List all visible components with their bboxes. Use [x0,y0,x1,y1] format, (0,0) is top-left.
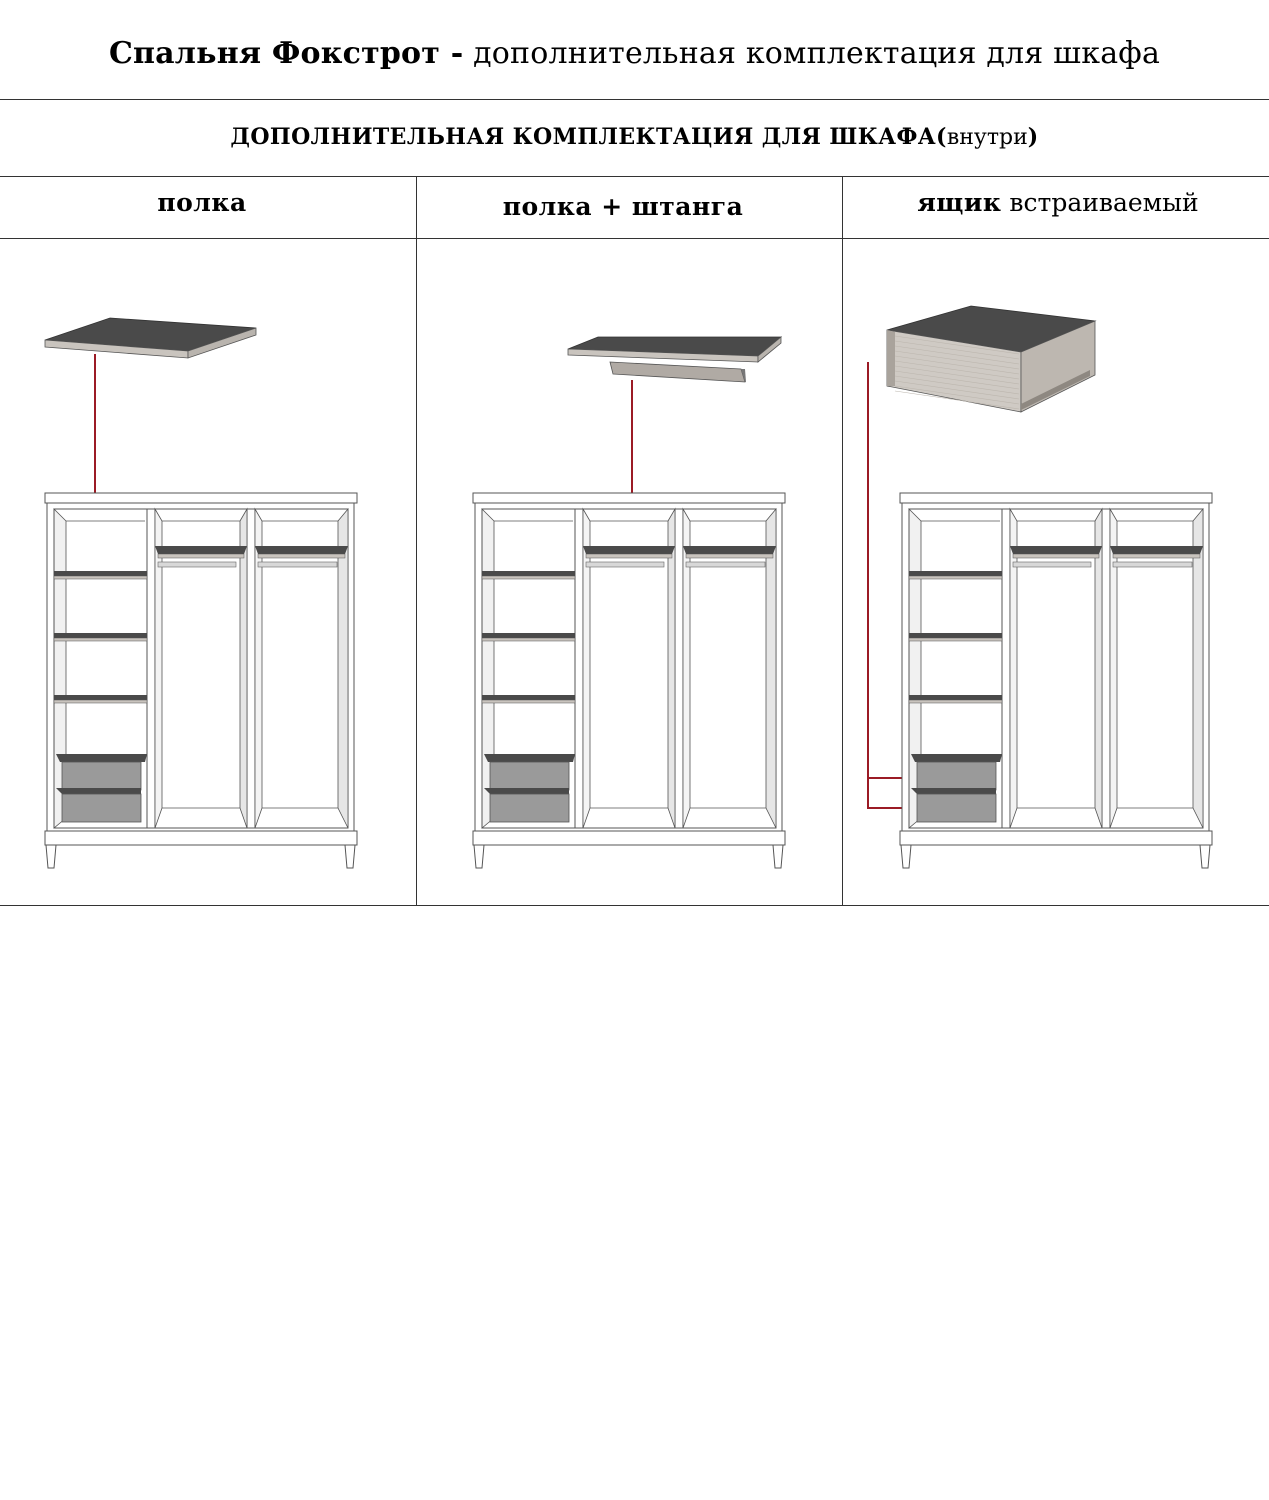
shelf [482,695,575,700]
drawer-front [62,762,141,790]
page-title-bold: Спальня Фокстрот - [108,36,464,71]
page-title-rest: дополнительная комплектация для шкафа [473,36,1161,71]
wardrobe-leg [901,845,911,868]
column-header-bold: ящик [917,188,1002,217]
shelf [909,633,1002,638]
wardrobe-leg [773,845,783,868]
column-header-shelf [0,188,404,228]
shelf-edge [909,700,1002,703]
drawer-top [484,754,575,762]
wardrobe-top [473,493,785,503]
drawer-front [917,794,996,822]
shelf-edge [158,554,244,558]
partition [1102,509,1110,828]
drawer-front [917,762,996,790]
section-heading [0,124,1269,150]
column-header-drawer [843,188,1269,228]
shelf [255,546,348,554]
shelf-edge [1113,554,1200,558]
drawer-divider [484,788,569,794]
hanging-rod [1013,562,1091,567]
wardrobe-plinth [473,831,785,845]
column-header-normal: встраиваемый [1009,188,1199,217]
partition [575,509,583,828]
column-header-bold: полка + штанга [502,192,744,221]
shelf [482,633,575,638]
shelf-edge [54,700,147,703]
shelf [482,571,575,576]
shelf-illustration [0,240,416,904]
drawer-divider [56,788,141,794]
column-header-bold: полка [157,188,247,217]
column-header-shelf-rod [416,192,830,232]
shelf-edge [258,554,345,558]
drawer-illustration [843,240,1269,904]
shelf-edge [482,700,575,703]
page-title [0,36,1269,71]
shelf-edge [586,554,672,558]
shelf-edge [482,576,575,579]
shelf [54,571,147,576]
partition [247,509,255,828]
drawer-top [56,754,147,762]
hanging-rod [258,562,337,567]
wardrobe-top [45,493,357,503]
section-heading-close: ) [1027,124,1039,150]
shelf [54,695,147,700]
shelf [155,546,247,554]
partition [147,509,155,828]
hanging-rod [158,562,236,567]
hanging-rod [1113,562,1192,567]
section-heading-bold: ДОПОЛНИТЕЛЬНАЯ КОМПЛЕКТАЦИЯ ДЛЯ ШКАФА( [230,124,947,150]
drawer-front [490,794,569,822]
title-divider [0,99,1269,100]
shelf-rod-illustration [417,240,842,904]
table-bottom-border [0,905,1269,906]
section-heading-normal: внутри [946,125,1028,150]
loose-drawer-runner [887,330,895,386]
wardrobe-leg [345,845,355,868]
hanging-rod [686,562,765,567]
shelf [909,695,1002,700]
shelf-edge [1013,554,1099,558]
shelf-edge [54,638,147,641]
partition [1002,509,1010,828]
loose-rod [610,362,745,382]
wardrobe-leg [46,845,56,868]
shelf-edge [482,638,575,641]
wardrobe-plinth [45,831,357,845]
hanging-rod [586,562,664,567]
shelf-edge [909,638,1002,641]
wardrobe-top [900,493,1212,503]
partition [675,509,683,828]
drawer-front [490,762,569,790]
drawer-top [911,754,1002,762]
shelf [909,571,1002,576]
shelf [683,546,776,554]
wardrobe-leg [1200,845,1210,868]
drawer-divider [911,788,996,794]
table-top-border [0,176,1269,177]
drawer-front [62,794,141,822]
shelf [54,633,147,638]
shelf-edge [54,576,147,579]
shelf-edge [686,554,773,558]
table-header-border [0,238,1269,239]
wardrobe-leg [474,845,484,868]
shelf-edge [909,576,1002,579]
shelf [583,546,675,554]
shelf [1010,546,1102,554]
wardrobe-plinth [900,831,1212,845]
shelf [1110,546,1203,554]
